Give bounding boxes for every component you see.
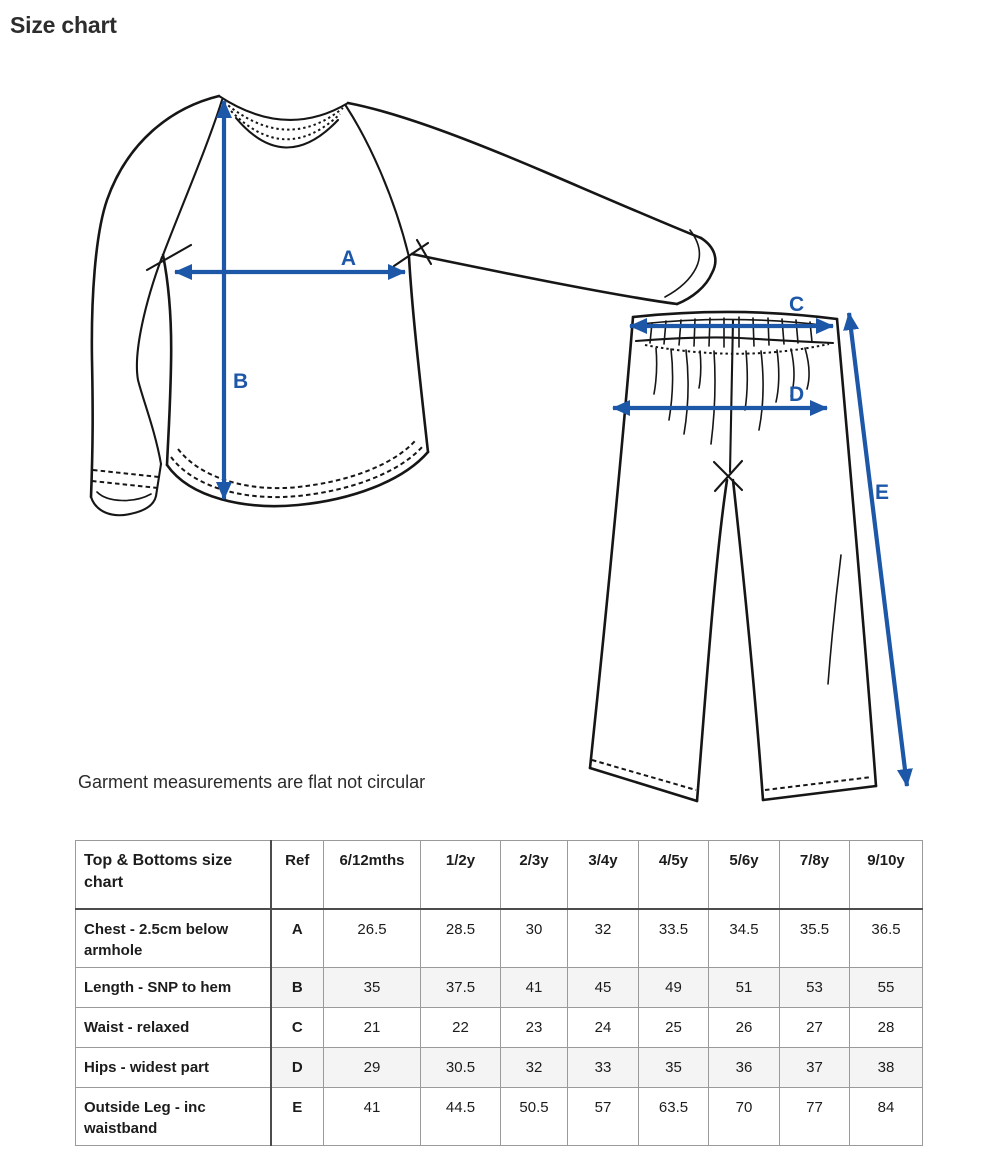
value-cell: 30: [501, 909, 568, 968]
header-cell-size: 3/4y: [568, 841, 639, 909]
value-cell: 32: [568, 909, 639, 968]
header-cell-ref: Ref: [271, 841, 324, 909]
value-cell: 29: [324, 1047, 421, 1087]
value-cell: 28.5: [421, 909, 501, 968]
table-row-chest: [76, 909, 923, 968]
value-cell: 41: [324, 1087, 421, 1145]
value-cell: 24: [568, 1007, 639, 1047]
value-cell: 26: [709, 1007, 780, 1047]
value-cell: 37.5: [421, 967, 501, 1007]
measure-label-b: B: [233, 370, 249, 393]
value-cell: 55: [850, 967, 923, 1007]
value-cell: 36: [709, 1047, 780, 1087]
table-row-hips: [76, 1047, 923, 1087]
value-cell: 35: [639, 1047, 709, 1087]
row-label-cell: Waist - relaxed: [76, 1007, 271, 1047]
value-cell: 70: [709, 1087, 780, 1145]
value-cell: 33.5: [639, 909, 709, 968]
value-cell: 22: [421, 1007, 501, 1047]
header-cell-size: 9/10y: [850, 841, 923, 909]
value-cell: 26.5: [324, 909, 421, 968]
ref-cell: A: [271, 909, 324, 968]
value-cell: 32: [501, 1047, 568, 1087]
ref-cell: E: [271, 1087, 324, 1145]
value-cell: 57: [568, 1087, 639, 1145]
value-cell: 41: [501, 967, 568, 1007]
ref-cell: C: [271, 1007, 324, 1047]
row-label-cell: Chest - 2.5cm below armhole: [76, 909, 271, 968]
measure-label-c: C: [789, 293, 805, 316]
header-cell-title: Top & Bottoms size chart: [76, 841, 271, 909]
value-cell: 37: [780, 1047, 850, 1087]
measurement-arrows: [175, 101, 907, 786]
value-cell: 63.5: [639, 1087, 709, 1145]
row-label-cell: Length - SNP to hem: [76, 967, 271, 1007]
value-cell: 33: [568, 1047, 639, 1087]
value-cell: 38: [850, 1047, 923, 1087]
measure-label-e: E: [875, 481, 890, 504]
value-cell: 53: [780, 967, 850, 1007]
measure-label-a: A: [340, 247, 356, 270]
page-title: Size chart: [10, 12, 117, 38]
table-row-waist: [76, 1007, 923, 1047]
header-cell-size: 7/8y: [780, 841, 850, 909]
table-row-length: [76, 967, 923, 1007]
measure-label-d: D: [789, 383, 805, 406]
value-cell: 21: [324, 1007, 421, 1047]
header-cell-size: 5/6y: [709, 841, 780, 909]
value-cell: 36.5: [850, 909, 923, 968]
header-cell-size: 6/12mths: [324, 841, 421, 909]
value-cell: 30.5: [421, 1047, 501, 1087]
value-cell: 25: [639, 1007, 709, 1047]
value-cell: 51: [709, 967, 780, 1007]
bottoms-garment-drawing: [590, 312, 876, 801]
header-cell-size: 1/2y: [421, 841, 501, 909]
value-cell: 34.5: [709, 909, 780, 968]
row-label-cell: Outside Leg - inc waistband: [76, 1087, 271, 1145]
value-cell: 50.5: [501, 1087, 568, 1145]
ref-cell: D: [271, 1047, 324, 1087]
table-header-row: [76, 841, 923, 909]
value-cell: 84: [850, 1087, 923, 1145]
value-cell: 45: [568, 967, 639, 1007]
size-chart-table: [75, 840, 923, 1146]
ref-cell: B: [271, 967, 324, 1007]
value-cell: 27: [780, 1007, 850, 1047]
value-cell: 77: [780, 1087, 850, 1145]
value-cell: 44.5: [421, 1087, 501, 1145]
value-cell: 49: [639, 967, 709, 1007]
header-cell-size: 2/3y: [501, 841, 568, 909]
table-row-outside-leg: [76, 1087, 923, 1145]
value-cell: 28: [850, 1007, 923, 1047]
value-cell: 23: [501, 1007, 568, 1047]
value-cell: 35.5: [780, 909, 850, 968]
value-cell: 35: [324, 967, 421, 1007]
flat-measurement-note: Garment measurements are flat not circular: [78, 772, 426, 792]
header-cell-size: 4/5y: [639, 841, 709, 909]
row-label-cell: Hips - widest part: [76, 1047, 271, 1087]
